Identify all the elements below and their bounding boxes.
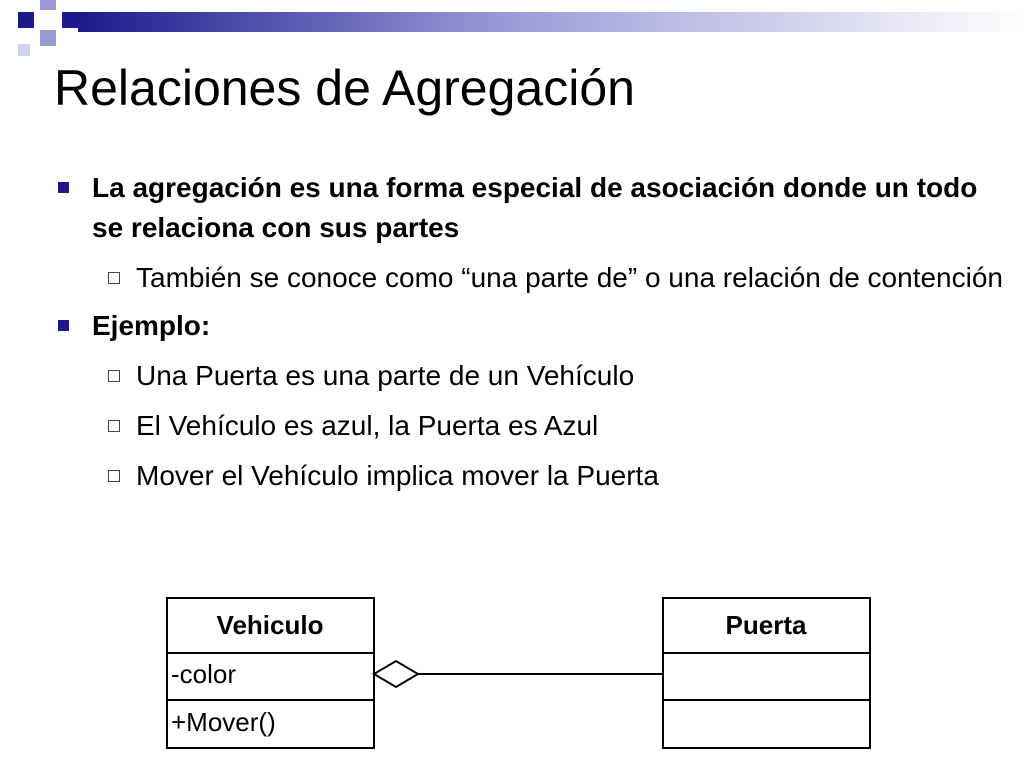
attribute-color: -color: [171, 659, 237, 689]
aggregation-connector: [374, 661, 663, 687]
sub-bullet-text: Mover el Vehículo implica mover la Puerta: [136, 460, 659, 491]
aggregation-diamond-icon: [374, 661, 418, 687]
bullet-text: La agregación es una forma especial de asociación donde un todo se relaciona con sus partes: [92, 172, 978, 243]
bullet-text: Ejemplo:: [92, 310, 211, 341]
operation-mover: +Mover(): [171, 707, 276, 737]
class-box-vehiculo: [167, 598, 374, 748]
sub-bullet-text: Una Puerta es una parte de un Vehículo: [136, 360, 635, 391]
class-name-vehiculo: Vehiculo: [216, 610, 324, 640]
sub-bullet-text: También se conoce como “una parte de” o una relación de contención: [136, 262, 1003, 293]
class-box-puerta: [663, 598, 870, 748]
class-name-puerta: Puerta: [725, 610, 807, 640]
slide-title: Relaciones de Agregación: [54, 60, 635, 116]
sub-bullet-text: El Vehículo es azul, la Puerta es Azul: [136, 410, 599, 441]
